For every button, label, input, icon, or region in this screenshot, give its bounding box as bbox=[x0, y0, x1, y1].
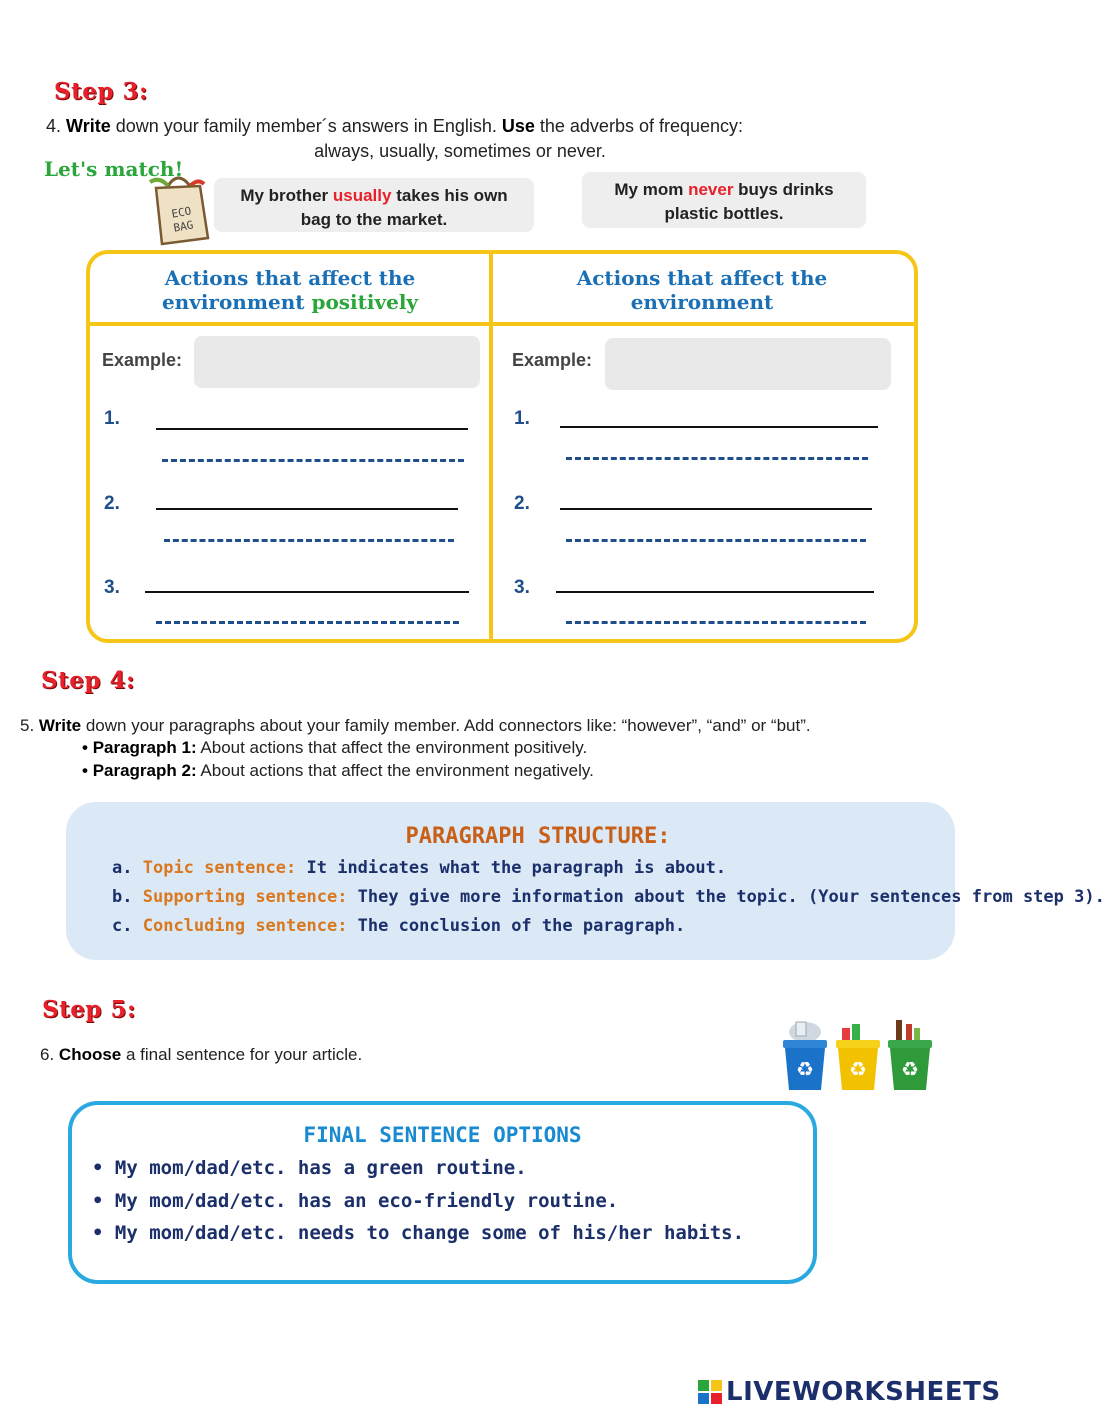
answer-line-2-right[interactable] bbox=[560, 508, 872, 510]
answer-line-3b-left[interactable] bbox=[156, 621, 459, 624]
answer-line-1b-left[interactable] bbox=[162, 459, 464, 462]
column-header-negative: Actions that affect the environment bbox=[576, 266, 828, 314]
step3-title: Step 3: bbox=[54, 78, 148, 105]
example-label-left: Example: bbox=[102, 350, 183, 370]
example-sentence-1: My brother usually takes his own bag to the market. bbox=[214, 178, 534, 232]
structure-item-b: b. Supporting sentence: They give more information about the topic. (Your sentences from step 3). bbox=[112, 887, 1105, 907]
answer-line-3b-right[interactable] bbox=[566, 621, 866, 624]
lets-match-label: Let's match! bbox=[44, 157, 184, 181]
table-column-divider bbox=[489, 252, 493, 641]
recycling-bins-icon bbox=[776, 1018, 936, 1092]
example-label-right: Example: bbox=[512, 350, 593, 370]
structure-item-a: a. Topic sentence: It indicates what the paragraph is about. bbox=[112, 858, 727, 878]
eco-bag-icon bbox=[138, 172, 218, 248]
answer-line-2b-left[interactable] bbox=[164, 539, 454, 542]
svg-text:♻: ♻ bbox=[796, 1057, 814, 1081]
item-number-1-left: 1. bbox=[104, 408, 120, 429]
item-number-2-right: 2. bbox=[514, 493, 530, 514]
answer-line-3-right[interactable] bbox=[556, 591, 874, 593]
item-number-3-right: 3. bbox=[514, 577, 530, 598]
column-header-positive: Actions that affect the environment positively bbox=[161, 266, 419, 314]
liveworksheets-logo-text: LIVEWORKSHEETS bbox=[726, 1377, 1001, 1407]
answer-line-2-left[interactable] bbox=[156, 508, 458, 510]
answer-line-2b-right[interactable] bbox=[566, 539, 866, 542]
svg-text:BAG: BAG bbox=[172, 218, 195, 235]
item-number-1-right: 1. bbox=[514, 408, 530, 429]
step3-instruction-line2: always, usually, sometimes or never. bbox=[314, 141, 606, 161]
example-sentence-2: My mom never buys drinks plastic bottles. bbox=[582, 172, 866, 228]
answer-line-3-left[interactable] bbox=[145, 591, 469, 593]
step4-title: Step 4: bbox=[41, 667, 135, 694]
structure-item-c: c. Concluding sentence: The conclusion of the paragraph. bbox=[112, 916, 686, 936]
step4-instruction: 5. Write down your paragraphs about your family member. Add connectors like: “however”, “and” or “but”. bbox=[20, 716, 811, 735]
example-input-right[interactable] bbox=[605, 338, 891, 390]
example-input-left[interactable] bbox=[194, 336, 480, 388]
svg-text:♻: ♻ bbox=[901, 1057, 919, 1081]
table-header-divider bbox=[88, 322, 916, 326]
answer-line-1-left[interactable] bbox=[156, 428, 468, 430]
answer-line-1b-right[interactable] bbox=[566, 457, 868, 460]
answer-line-1-right[interactable] bbox=[560, 426, 878, 428]
final-option-2[interactable]: • My mom/dad/etc. has an eco-friendly routine. bbox=[92, 1190, 619, 1212]
paragraph-2-bullet: • Paragraph 2: About actions that affect the environment negatively. bbox=[82, 761, 594, 780]
svg-text:ECO: ECO bbox=[170, 204, 193, 221]
paragraph-1-bullet: • Paragraph 1: About actions that affect the environment positively. bbox=[82, 738, 588, 757]
svg-text:♻: ♻ bbox=[849, 1057, 867, 1081]
final-option-3[interactable]: • My mom/dad/etc. needs to change some of his/her habits. bbox=[92, 1222, 745, 1244]
item-number-3-left: 3. bbox=[104, 577, 120, 598]
final-option-1[interactable]: • My mom/dad/etc. has a green routine. bbox=[92, 1157, 527, 1179]
liveworksheets-logo-icon bbox=[698, 1380, 722, 1404]
item-number-2-left: 2. bbox=[104, 493, 120, 514]
step3-instruction: 4. Write down your family member´s answers in English. Use the adverbs of frequency: bbox=[46, 116, 744, 136]
step5-title: Step 5: bbox=[42, 996, 136, 1023]
step5-instruction: 6. Choose a final sentence for your article. bbox=[40, 1045, 363, 1064]
paragraph-structure-title: PARAGRAPH STRUCTURE: bbox=[405, 824, 671, 849]
final-sentence-title: FINAL SENTENCE OPTIONS bbox=[303, 1123, 582, 1147]
